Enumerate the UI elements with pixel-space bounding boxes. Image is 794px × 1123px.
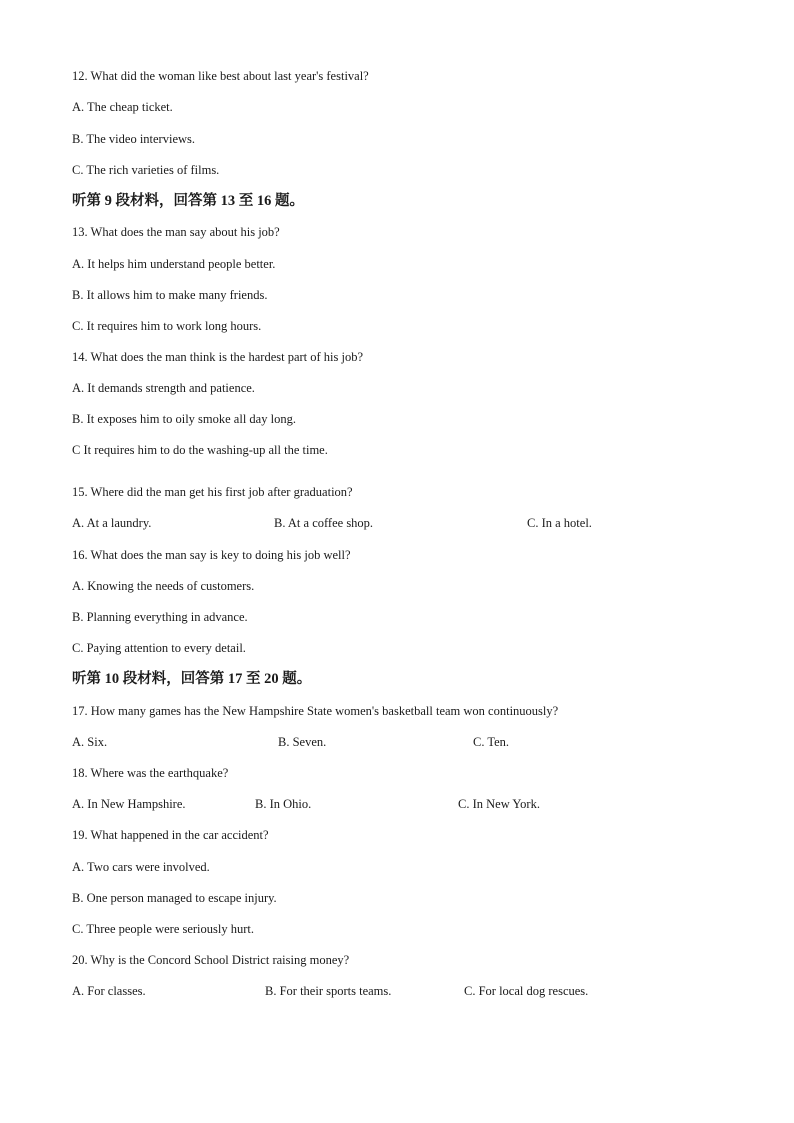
question-17-stem: 17. How many games has the New Hampshire State women's basketball team won continuously? [72,704,559,718]
question-12-stem: 12. What did the woman like best about last year's festival? [72,69,369,83]
question-17-option-c: C. Ten. [473,735,510,749]
question-20-option-a: A. For classes. [72,984,146,998]
question-19-option-b: B. One person managed to escape injury. [72,891,277,905]
question-12-option-a: A. The cheap ticket. [72,100,173,114]
question-17-option-b: B. Seven. [278,735,327,749]
question-14-option-c: C It requires him to do the washing-up all the time. [72,443,328,457]
question-15-option-b: B. At a coffee shop. [274,516,374,530]
question-15-option-a: A. At a laundry. [72,516,152,530]
question-20-stem: 20. Why is the Concord School District raising money? [72,953,350,967]
question-18-option-b: B. In Ohio. [255,797,312,811]
question-18-option-c: C. In New York. [458,797,540,811]
question-19-option-c: C. Three people were seriously hurt. [72,922,255,936]
question-14-option-a: A. It demands strength and patience. [72,381,255,395]
question-20-option-c: C. For local dog rescues. [464,984,589,998]
question-12-option-b: B. The video interviews. [72,132,196,146]
question-14-option-b: B. It exposes him to oily smoke all day long. [72,412,296,426]
question-13-stem: 13. What does the man say about his job? [72,225,280,239]
question-15-stem: 15. Where did the man get his first job after graduation? [72,485,353,499]
question-19-option-a: A. Two cars were involved. [72,860,210,874]
question-16-stem: 16. What does the man say is key to doing his job well? [72,548,351,562]
question-16-option-a: A. Knowing the needs of customers. [72,579,255,593]
question-15-option-c: C. In a hotel. [527,516,592,530]
question-18-option-a: A. In New Hampshire. [72,797,186,811]
question-16-option-c: C. Paying attention to every detail. [72,641,246,655]
question-17-option-a: A. Six. [72,735,108,749]
question-13-option-b: B. It allows him to make many friends. [72,288,268,302]
question-13-option-a: A. It helps him understand people better. [72,257,276,271]
question-13-option-c: C. It requires him to work long hours. [72,319,262,333]
question-16-option-b: B. Planning everything in advance. [72,610,248,624]
question-14-stem: 14. What does the man think is the hardest part of his job? [72,350,364,364]
question-19-stem: 19. What happened in the car accident? [72,828,269,842]
question-20-option-b: B. For their sports teams. [265,984,392,998]
question-18-stem: 18. Where was the earthquake? [72,766,229,780]
section-10-heading: 听第 10 段材料，回答第 17 至 20 题。 [72,671,312,687]
question-12-option-c: C. The rich varieties of films. [72,163,220,177]
section-9-heading: 听第 9 段材料，回答第 13 至 16 题。 [72,193,304,209]
